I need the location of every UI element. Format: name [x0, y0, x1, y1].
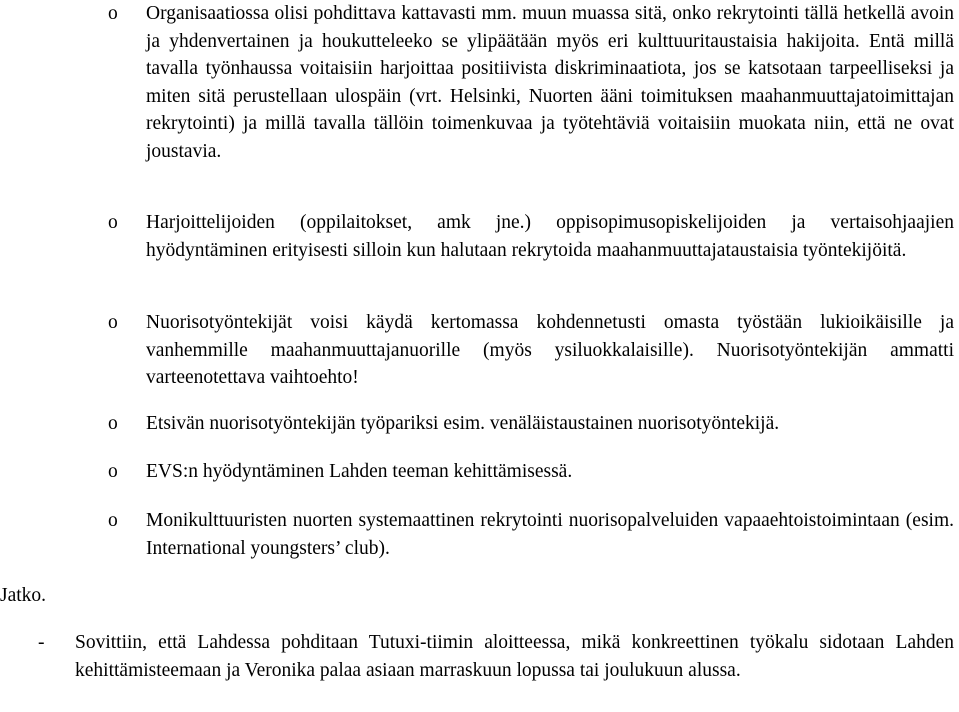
dash-marker: - — [38, 632, 45, 653]
bullet-text: Nuorisotyöntekijät voisi käydä kertomassa kohdennetusti omasta työstään lukioikäisille ja vanhemmille maahanmuuttajanuorille (myös ysiluokkalaisille). Nuorisotyöntekijän ammatti varteenotettava vaihtoehto! — [146, 312, 954, 388]
bullet-marker: o — [108, 212, 118, 233]
bullet-row — [108, 410, 954, 438]
dash-item-agreement — [38, 629, 954, 684]
bullet-text: Monikulttuuristen nuorten systemaattinen rekrytointi nuorisopalveluiden vapaaehtoistoimintaan (esim. International youngsters’ club). — [146, 510, 954, 559]
bullet-item-multicultural-volunteers — [108, 507, 954, 562]
bullet-row — [108, 309, 954, 392]
bullet-row — [108, 0, 954, 165]
jatko-heading: Jatko. — [0, 585, 47, 606]
bullet-row — [108, 209, 954, 264]
bullet-text: Etsivän nuorisotyöntekijän työpariksi esim. venäläistaustainen nuorisotyöntekijä. — [146, 413, 780, 434]
bullet-text: Harjoittelijoiden (oppilaitokset, amk jne.) oppisopimusopiskelijoiden ja vertaisohjaajien hyödyntäminen erityisesti silloin kun halutaan rekrytoida maahanmuuttajataustaisia työntekijöitä. — [146, 212, 954, 261]
bullet-marker: o — [108, 510, 118, 531]
dash-item-text: Sovittiin, että Lahdessa pohditaan Tutuxi-tiimin aloitteessa, mikä konkreettinen työkalu sidotaan Lahden kehittämisteemaan ja Veronika palaa asiaan marraskuun lopussa tai joulukuun alussa. — [75, 632, 954, 681]
bullet-item-outreach-pair — [108, 410, 954, 438]
bullet-row — [108, 458, 954, 486]
bullet-marker: o — [108, 461, 118, 482]
bullet-item-youth-workers — [108, 309, 954, 392]
bullet-item-trainees — [108, 209, 954, 264]
bullet-text: EVS:n hyödyntäminen Lahden teeman kehittämisessä. — [146, 461, 573, 482]
bullet-row — [108, 507, 954, 562]
bullet-text: Organisaatiossa olisi pohdittava kattavasti mm. muun muassa sitä, onko rekrytointi tällä hetkellä avoin ja yhdenvertainen ja houkutteleeko se ylipäätään myös eri kulttuuritaustaisia hakijoita. Entä millä tavalla työnhaussa voitaisiin harjoittaa positiivista diskriminaatiota, jos se katsotaan tarpeelliseksi ja miten sitä perustellaan ulospäin (vrt. Helsinki, Nuorten ääni toimituksen maahanmuuttajatoimittajan rekrytointi) ja millä tavalla tällöin toimenkuvaa ja työtehtäviä voitaisiin muokata niin, että ne ovat joustavia. — [146, 3, 954, 162]
bullet-marker: o — [108, 312, 118, 333]
bullet-item-evs — [108, 458, 954, 486]
bullet-marker: o — [108, 413, 118, 434]
bullet-item-recruitment-review — [108, 0, 954, 165]
bullet-marker: o — [108, 3, 118, 24]
